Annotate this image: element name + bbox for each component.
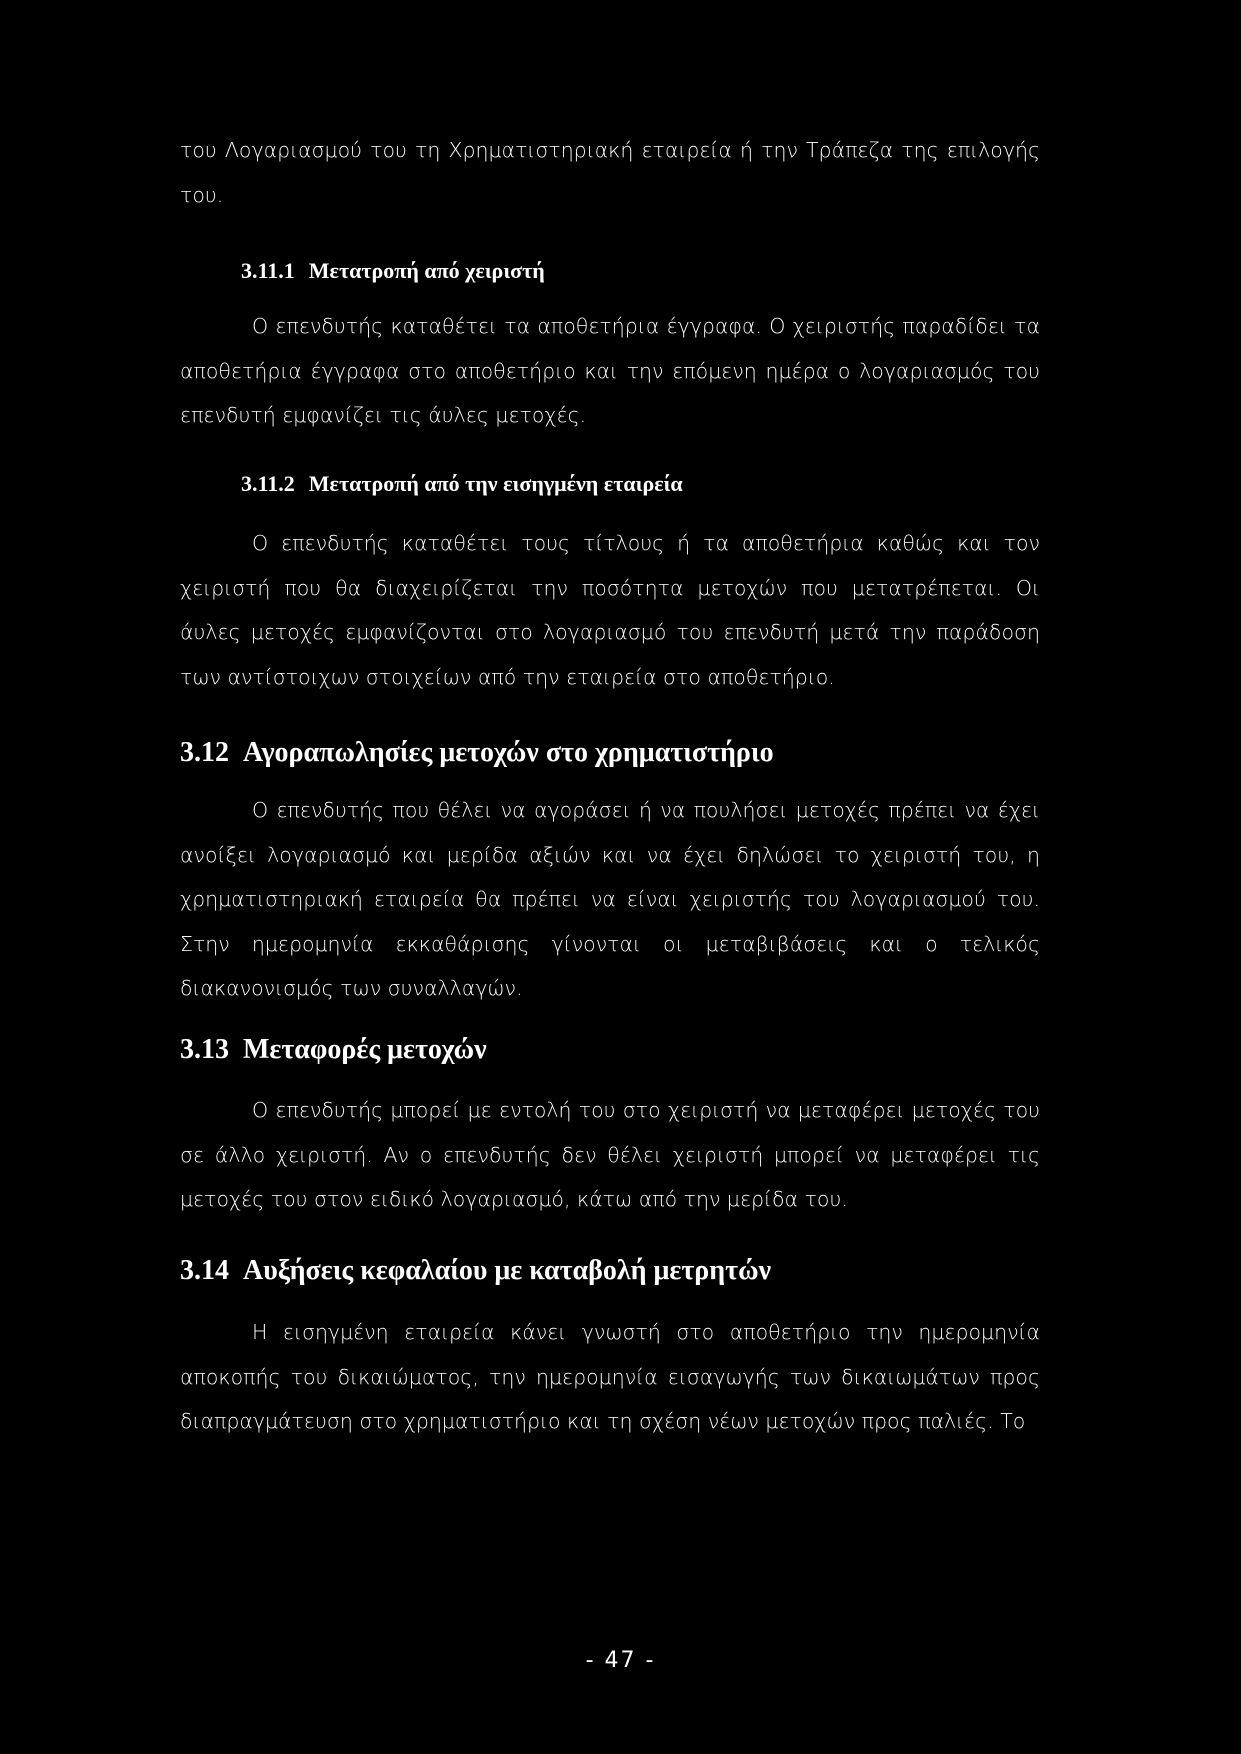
paragraph-intro: του Λογαριασμού του τη Χρηματιστηριακή εταιρεία ή την Τράπεζα της επιλογής του. xyxy=(180,138,1040,207)
heading-3-12 xyxy=(180,735,774,771)
heading-title: Αυξήσεις κεφαλαίου με καταβολή μετρητών xyxy=(243,1255,772,1286)
heading-number: 3.14 xyxy=(180,1255,229,1286)
paragraph-3-11-1: Ο επενδυτής καταθέτει τα αποθετήρια έγγραφα. Ο χειριστής παραδίδει τα αποθετήρια έγγραφα στο αποθετήριο και την επόμενη ημέρα ο λογαριασμός του επενδυτή εμφανίζει τις άυλες μετοχές. xyxy=(180,314,1040,427)
heading-3-14 xyxy=(180,1253,771,1289)
paragraph-3-13: Ο επενδυτής μπορεί με εντολή του στο χειριστή να μεταφέρει μετοχές του σε άλλο χειριστή. Αν ο επενδυτής δεν θέλει χειριστή μπορεί να μεταφέρει τις μετοχές του στον ειδικό λογαριασμό, κάτω από την μερίδα του. xyxy=(180,1098,1040,1211)
heading-3-13 xyxy=(180,1032,487,1068)
heading-3-11-1 xyxy=(241,256,545,286)
heading-3-11-2 xyxy=(241,469,683,499)
heading-title: Αγοραπωλησίες μετοχών στο χρηματιστήριο xyxy=(243,737,774,768)
paragraph-3-11-2: Ο επενδυτής καταθέτει τους τίτλους ή τα αποθετήρια καθώς και τον χειριστή που θα διαχειρίζεται την ποσότητα μετοχών που μετατρέπεται. Οι άυλες μετοχές εμφανίζονται στο λογαριασμό του επενδυτή μετά την παράδοση των αντίστοιχων στοιχείων από την εταιρεία στο αποθετήριο. xyxy=(180,531,1040,689)
page-number: - 47 - xyxy=(585,1648,656,1673)
paragraph-3-14: Η εισηγμένη εταιρεία κάνει γνωστή στο αποθετήριο την ημερομηνία αποκοπής του δικαιώματος, την ημερομηνία εισαγωγής των δικαιωμάτων προς διαπραγμάτευση στο χρηματιστήριο και τη σχέση νέων μετοχών προς παλιές. Το xyxy=(180,1320,1040,1433)
heading-title: Μετατροπή από την εισηγμένη εταιρεία xyxy=(308,471,683,496)
heading-title: Μετατροπή από χειριστή xyxy=(308,258,545,283)
heading-number: 3.13 xyxy=(180,1034,229,1065)
paragraph-3-12: Ο επενδυτής που θέλει να αγοράσει ή να πουλήσει μετοχές πρέπει να έχει ανοίξει λογαριασμό και μερίδα αξιών και να έχει δηλώσει το χειριστή του, η χρηματιστηριακή εταιρεία θα πρέπει να είναι χειριστής του λογαριασμού του. Στην ημερομηνία εκκαθάρισης γίνονται οι μεταβιβάσεις και ο τελικός διακανονισμός των συναλλαγών. xyxy=(180,798,1040,1000)
heading-number: 3.11.2 xyxy=(241,471,295,496)
heading-title: Μεταφορές μετοχών xyxy=(243,1034,487,1065)
heading-number: 3.12 xyxy=(180,737,229,768)
heading-number: 3.11.1 xyxy=(241,258,295,283)
